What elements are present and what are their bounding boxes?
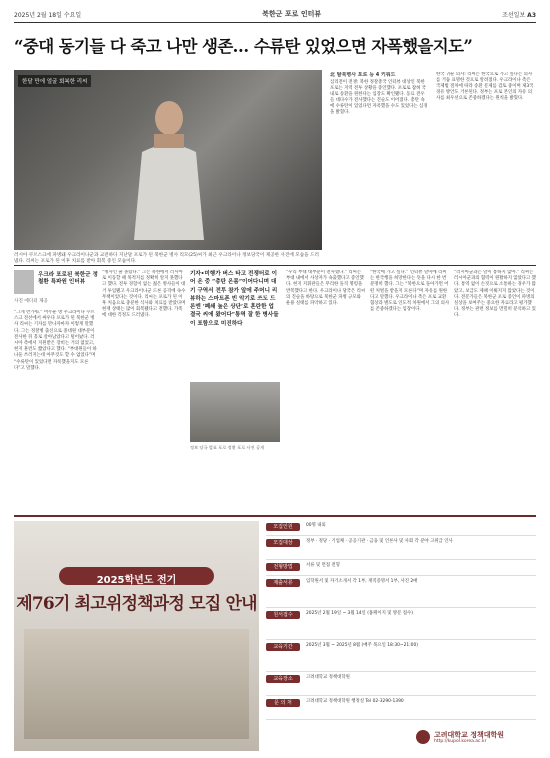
- author-box: [14, 270, 98, 304]
- logo-name: 고려대학교 정책대학원: [434, 731, 505, 739]
- body-column-1: “그게 반가워.” 어두운 방 우크라이나 쿠르스크 전선에서 싸우다 포로가 된 북한군 병사 리씨는 기자를 만나자마자 이렇게 말했다. 그는 정찰병 출신으로 중대원 대부분이 전사한 뒤 홀로 살아남았다고 털어놨다. 러시아 측에서 지원받은 장비는 거의 없었고, 현지 훈련도 짧았다고 했다. “부대원들이 하나둘 쓰러지는데 아무것도 할 수 없었다”며 “수류탄이 있었다면 자폭했을지도 모른다”고 말했다.: [14, 310, 97, 371]
- page-header: [14, 8, 536, 20]
- ad-row-label: 제출서류: [266, 579, 300, 587]
- body-column-2: “병사인 줄 몰랐다.” 그는 북한에서 러시아로 이동할 때 목적지를 정확히 알지 못했다고 했다. 전투 경험이 없는 젊은 병사들이 대거 투입됐고 우크라이나군 드론 공격에 속수무책이었다는 것이다. 리씨는 포로가 된 이후 처음으로 충분한 식사와 치료를 받았다며 현재 상태는 많이 회복됐다고 전했다. 가족에 대한 걱정도 드러냈다.: [102, 270, 186, 319]
- ad-row: [266, 561, 536, 576]
- avatar: [14, 270, 34, 294]
- ad-title: 제76기 최고위정책과정 모집 안내: [16, 594, 257, 614]
- ad-row-label: 모집대상: [266, 539, 300, 547]
- ad-row-label: 교육기간: [266, 643, 300, 651]
- body-column-3: “우리 부대 대부분이 전사했다.” 리씨는 부대 내에서 사상자가 속출했다고 증언했다. 현지 지휘관들은 무리한 돌격 명령을 반복했다고 한다. 우크라이나 당국은 리씨의 진술을 바탕으로 북한군 파병 규모와 운용 실태를 파악하고 있다.: [286, 270, 366, 307]
- ad-row-value: 고려대학교 정책대학원: [306, 675, 350, 680]
- photo-tag: 한달 만에 얼굴 회복한 리씨: [18, 75, 91, 87]
- section-title: 북한군 포로 인터뷰: [262, 10, 322, 18]
- header-date: 2025년 2월 18일 수요일: [14, 11, 82, 19]
- blurb-left-text: 심리전이 전쟁: 북한 정찰총국 인터뷰 대상인 북한 포로는 지역 전투 상황을 증언했다. 포로로 잡혀 국내로 송환을 원한다는 입장도 확인됐다. 동료 전우들 대다수가 전사했다는 진술도 이어졌다. 총탄 속에 수류탄이 있었다면 자폭했을 수도 있었다는 심경을 밝혔다.: [330, 80, 428, 115]
- ad-image: [14, 521, 259, 751]
- soldier-figure: [124, 90, 214, 240]
- info-blurb: [330, 72, 536, 250]
- small-photo: [190, 382, 280, 442]
- blurb-right-text: 한국 귀순 의사: 리씨는 한국으로 가고 싶다는 의사를 거듭 표명한 것으로 알려졌다. 우크라이나 측은 국제법 절차에 따라 송환 문제를 검토 중이며 제3국 경유 방안도 거론된다. 정부는 포로 본인의 자유 의사를 최우선으로 존중하겠다는 원칙을 밝혔다.: [436, 72, 534, 101]
- logo-url[interactable]: http://kupol.korea.ac.kr: [434, 739, 487, 744]
- ad-row-label: 전형방법: [266, 563, 300, 571]
- pull-quote: 기자•미행가 버스 타고 전쟁터로 이어 온 중 “총탄 온몸”이어다니며 대기 구역서 전투 참가 앞에 주머니 리뷰하는 스마트폰 빈 악기로 쓰도 드론엔 ‘폐쇄 높은 상단’로 혼란한 업 결국 씨에 왔어다”통역 잘 한 병사들 이 포함으로 미진하다: [190, 271, 279, 327]
- blurb-title: 北 탈북병사 포로 등 4 키워드: [330, 72, 396, 78]
- ad-row: [266, 609, 536, 640]
- page-number: A3: [527, 11, 536, 19]
- building-illustration: [24, 629, 249, 739]
- header-rule: [14, 22, 536, 23]
- ad-info-table: [266, 521, 536, 747]
- university-logo: [416, 729, 536, 747]
- ad-row-label: 원서접수: [266, 611, 300, 619]
- ad-row-label: 모집인원: [266, 523, 300, 531]
- advertisement: [14, 515, 536, 752]
- ad-subtitle: 2025학년도 전기: [96, 575, 177, 586]
- author-name: 우크라 포로된 북한군 정철환 특파원 인터뷰: [38, 272, 98, 285]
- blurb-left: [330, 72, 428, 250]
- body-column-4: “한국에 가고 싶다.” 인터뷰 말미에 리씨는 한국행을 희망한다는 뜻을 다시 한 번 분명히 했다. 그는 “북한으로 돌아가면 어떤 처벌을 받을지 모른다”며 자유를 원한다고 말했다. 우크라이나 측은 포로 교환 협상과 별도로 인도적 차원에서 그의 의사를 존중하겠다는 입장이다.: [370, 270, 450, 313]
- ad-row-value: 00명 내외: [306, 523, 326, 528]
- headline: “중대 동기들 다 죽고 나만 생존… 수류탄 있었으면 자폭했을지도”: [14, 37, 473, 56]
- ad-row: [266, 577, 536, 608]
- ad-row-value: 입학원서 및 자기소개서 각 1부, 재직증명서 1부, 사진 2매: [306, 579, 418, 584]
- ad-row: [266, 537, 536, 560]
- ad-row: [266, 521, 536, 536]
- ad-row-value: 서류 및 면접 전형: [306, 563, 340, 568]
- emblem-icon: [416, 730, 430, 744]
- ad-row-label: 교육장소: [266, 675, 300, 683]
- ad-row-value: 정부 · 정당 · 기업체 · 공공기관 · 금융 및 언론사 및 사회 각 분야 고위급 인사: [306, 539, 453, 544]
- ad-row: [266, 641, 536, 672]
- author-note: 사진 에디터 제공: [14, 299, 48, 304]
- ad-row-value: 고려대학교 정책대학원 행정실 Tel 02-3290-1390: [306, 699, 404, 704]
- body-column-5: “러시아군과는 말이 통하지 않아.” 리씨는 러시아군과의 협력이 원활하지 않았다고 했다. 통역 없이 손짓으로 소통하는 경우가 많았고, 보급도 제때 이뤄지지 않았다는 것이다. 전문가들은 북한군 포로 증언이 파병의 실상을 보여주는 중요한 자료라고 평가했다. 정부는 관련 정보를 면밀히 분석하고 있다.: [454, 270, 536, 319]
- ad-row: [266, 673, 536, 696]
- blurb-right: [436, 72, 534, 250]
- small-photo-caption: 정보 당국 발표 포로 정황 포로 사진 공개: [190, 445, 265, 450]
- ad-row: [266, 697, 536, 720]
- photo-caption: 러시아 쿠르스크에 파병돼 우크라이나군과 교전하다 지난달 포로가 된 북한군 병사 리모(25)씨가 최근 우크라이나 정보당국이 제공한 사진에 모습을 드러냈다. 리씨는 포로가 된 이후 치료를 받아 회복 중인 모습이다.: [14, 253, 319, 264]
- main-photo: [14, 70, 322, 250]
- ad-row-label: 문 의 처: [266, 699, 300, 707]
- ad-row-value: 2025년 3월 ~ 2025년 8월 (매주 목요일 18:30~21:00): [306, 643, 418, 648]
- paper-name: 조선일보: [502, 11, 526, 19]
- section-rule: [14, 265, 536, 266]
- ad-row-value: 2025년 2월 19일 ~ 3월 14일 (홈페이지 및 방문 접수): [306, 611, 413, 616]
- paper-name-page: [502, 10, 536, 19]
